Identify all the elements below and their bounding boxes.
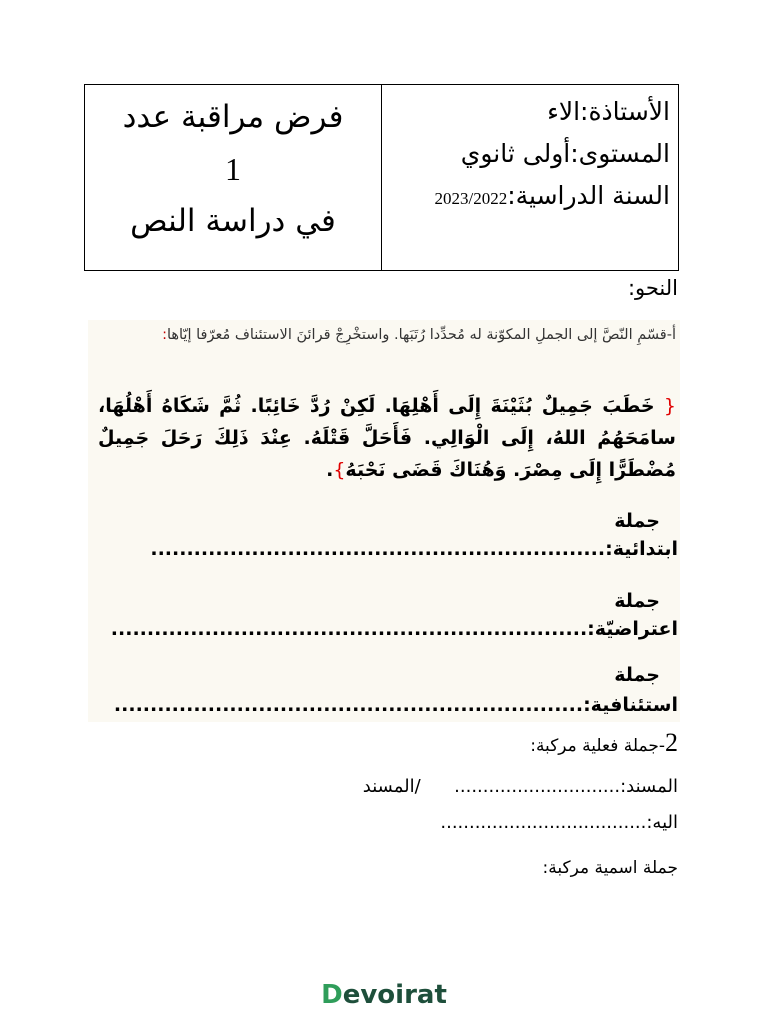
musnad-dots: ............................. — [454, 776, 621, 797]
instruction-colon: : — [162, 327, 167, 343]
logo-text: evoirat — [342, 980, 447, 1010]
brace-close: } — [333, 459, 346, 481]
q2-label: جملة — [614, 590, 660, 612]
exercise1-instruction — [98, 322, 676, 348]
header-table — [84, 84, 679, 271]
musnad-label: المسند: — [620, 776, 678, 797]
exam-info — [381, 85, 678, 270]
q1-dots: ............................................................... — [150, 538, 606, 560]
musnad-line[interactable] — [363, 776, 678, 797]
section-title: النحو: — [627, 276, 678, 300]
devoirat-logo — [0, 980, 768, 1010]
logo-d-icon: D — [321, 980, 343, 1010]
q1-label: جملة — [614, 510, 660, 532]
level: المستوى:أولى ثانوي — [460, 139, 670, 168]
passage-text: خَطَبَ جَمِيلٌ بُثَيْنَةَ إِلَى أَهْلِهَا. لَكِنْ رُدَّ خَائِبًا. ثُمَّ شَكَاهُ أَهْلُهَا، سامَحَهُمُ اللهُ، إِلَى الْوَالِي. فَأَحَلَّ قَتْلَهُ. عِنْدَ ذَلِكَ رَحَلَ جَمِيلٌ مُضْطَرًّا إِلَى مِصْرَ. وَهُنَاكَ قَضَى نَحْبَهُ — [98, 395, 676, 481]
q2-dots: .................................................................. — [110, 618, 588, 640]
teacher-name: الأستاذة:الاء — [547, 97, 670, 126]
exam-number: 1 — [225, 151, 241, 187]
nominal-sentence-title: جملة اسمية مركبة: — [542, 858, 678, 878]
q1-answer-line[interactable] — [150, 534, 678, 564]
musnad-ilayh-label: /المسند — [362, 776, 421, 797]
exercise2-title — [530, 728, 678, 758]
school-year-label: السنة الدراسية: — [507, 181, 670, 210]
q3-type: استئنافية: — [583, 694, 678, 716]
q2-answer-line[interactable] — [111, 614, 678, 644]
passage-period: . — [326, 459, 334, 481]
text-passage — [98, 390, 676, 486]
school-year — [388, 175, 670, 220]
q3-label: جملة — [614, 664, 660, 686]
exam-title — [85, 85, 381, 270]
school-year-value: 2023/2022 — [434, 189, 508, 208]
brace-open: { — [663, 395, 676, 417]
q3-dots: ................................................................. — [113, 694, 584, 716]
q1-type: ابتدائية: — [605, 538, 678, 560]
ilayh-dots: .................................... — [440, 812, 647, 833]
exercise2-title-text: -جملة فعلية مركبة: — [530, 736, 665, 756]
ilayh-label: اليه: — [646, 812, 678, 833]
exercise2-number: 2 — [665, 728, 678, 757]
ilayh-line[interactable] — [440, 812, 678, 833]
q3-answer-line[interactable] — [114, 690, 678, 720]
q2-type: اعتراضيّة: — [587, 618, 678, 640]
exam-title-line3: في دراسة النص — [130, 203, 336, 239]
exam-title-line1: فرض مراقبة عدد — [122, 99, 344, 135]
instruction-text: أ-قسّمِ النّصَّ إلى الجملِ المكوّنة له مُحدِّدا رُتَبَها. واستخْرِجْ قرائنَ الاستئناف مُعرّفا إيّاها — [166, 327, 676, 343]
exercise-panel — [88, 320, 680, 722]
